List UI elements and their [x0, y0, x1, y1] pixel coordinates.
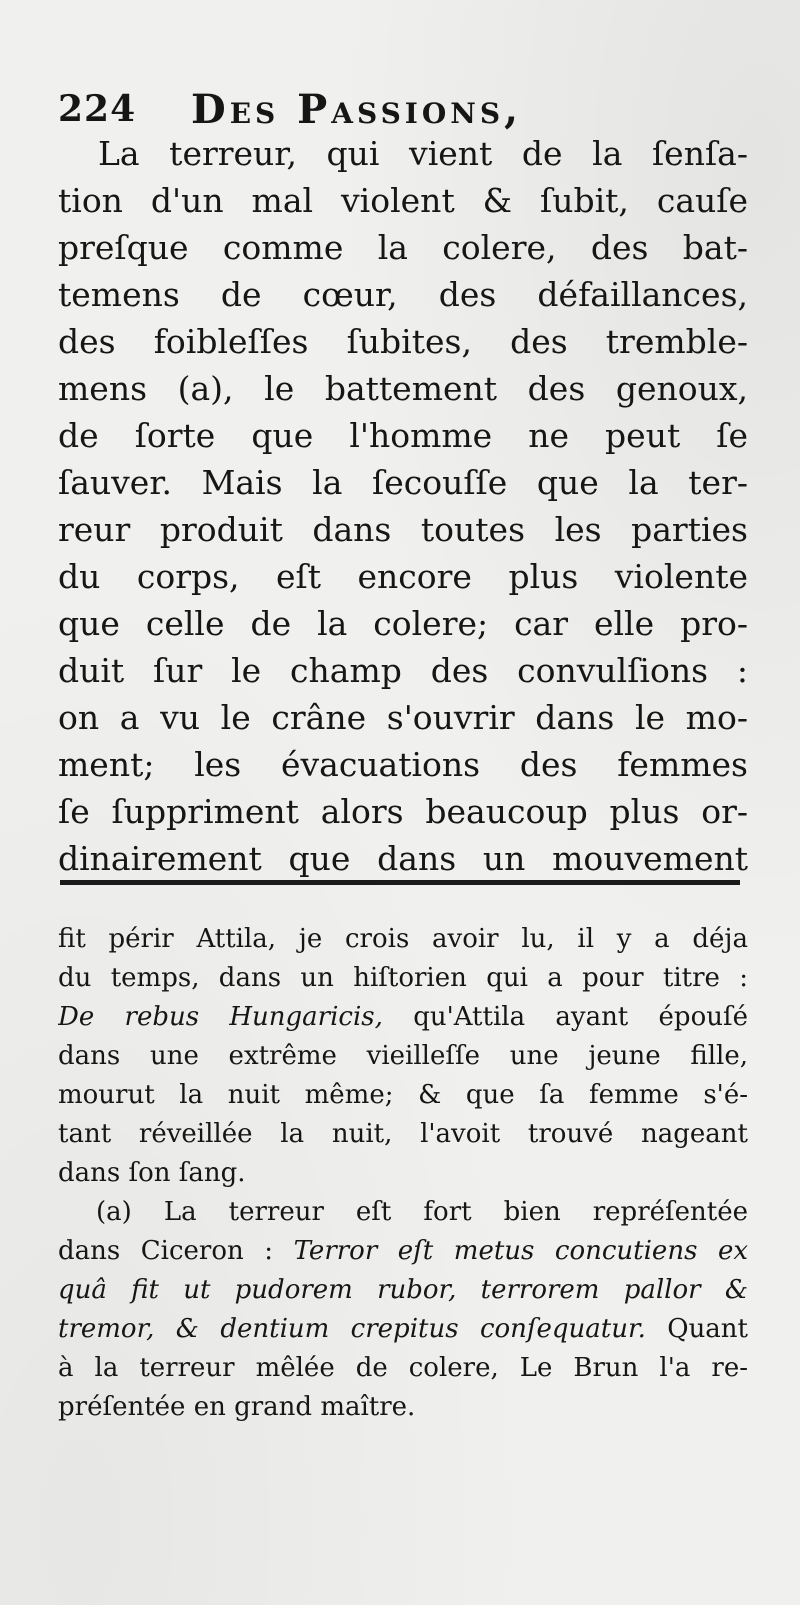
text-line: mens (a), le battement des genoux, — [58, 369, 748, 408]
footnote-text: qu'Attila ayant épouſé — [413, 1002, 748, 1032]
footnote-a-line: à la terreur mêlée de colere, Le Brun l'a re- — [58, 1353, 748, 1383]
text-line: des foibleſſes ſubites, des tremble- — [58, 322, 748, 361]
text-line: on a vu le crâne s'ouvrir dans le mo- — [58, 698, 748, 737]
footnote-a-line: (a) La terreur eſt fort bien repréſentée — [96, 1197, 748, 1227]
running-head: Des Passions, — [191, 86, 523, 133]
text-line: preſque comme la colere, des bat- — [58, 228, 748, 267]
text-line: ment; les évacuations des femmes — [58, 745, 748, 784]
text-line: ſe ſuppriment alors beaucoup plus or- — [58, 792, 748, 831]
text-line: tion d'un mal violent & ſubit, cauſe — [58, 181, 748, 220]
footnote-text: dans Ciceron : — [58, 1236, 274, 1266]
latin-quote: quâ fit ut pudorem rubor, terrorem pallor & — [58, 1275, 748, 1305]
latin-quote: tremor, & dentium crepitus conſequatur. — [58, 1314, 646, 1344]
footnote-a-line — [58, 1232, 748, 1271]
footnote-text: Quant — [667, 1314, 748, 1344]
footnote-a-line — [58, 1310, 748, 1349]
footnote-line: dans une extrême vieilleſſe une jeune fille, — [58, 1041, 748, 1071]
text-line: dinairement que dans un mouvement — [58, 839, 748, 878]
footnote-line: mourut la nuit même; & que ſa femme s'é- — [58, 1080, 748, 1110]
footnote-line: tant réveillée la nuit, l'avoit trouvé nageant — [58, 1119, 748, 1149]
text-line: ſauver. Mais la ſecouſſe que la ter- — [58, 463, 748, 502]
text-line: reur produit dans toutes les parties — [58, 510, 748, 549]
book-title: De rebus Hungaricis, — [58, 1002, 383, 1032]
text-line: temens de cœur, des défaillances, — [58, 275, 748, 314]
text-line: La terreur, qui vient de la ſenſa- — [98, 134, 748, 173]
footnote-line: dans ſon ſang. — [58, 1158, 246, 1188]
text-line: que celle de la colere; car elle pro- — [58, 604, 748, 643]
page-header — [58, 82, 738, 132]
page-number: 224 — [58, 88, 137, 130]
latin-quote: Terror eſt metus concutiens ex — [293, 1236, 748, 1266]
footnote-line: fit périr Attila, je crois avoir lu, il y a déja — [58, 924, 748, 954]
main-text — [58, 130, 748, 882]
text-line: de ſorte que l'homme ne peut ſe — [58, 416, 748, 455]
footnote-line: du temps, dans un hiſtorien qui a pour titre : — [58, 963, 748, 993]
footnote-a-line — [58, 1271, 748, 1310]
footnote-line — [58, 998, 748, 1037]
footnote-rule — [60, 880, 740, 885]
text-line: duit ſur le champ des convulſions : — [58, 651, 748, 690]
footnote-a-line: préſentée en grand maître. — [58, 1392, 416, 1422]
text-line: du corps, eſt encore plus violente — [58, 557, 748, 596]
footnotes — [58, 920, 748, 1427]
